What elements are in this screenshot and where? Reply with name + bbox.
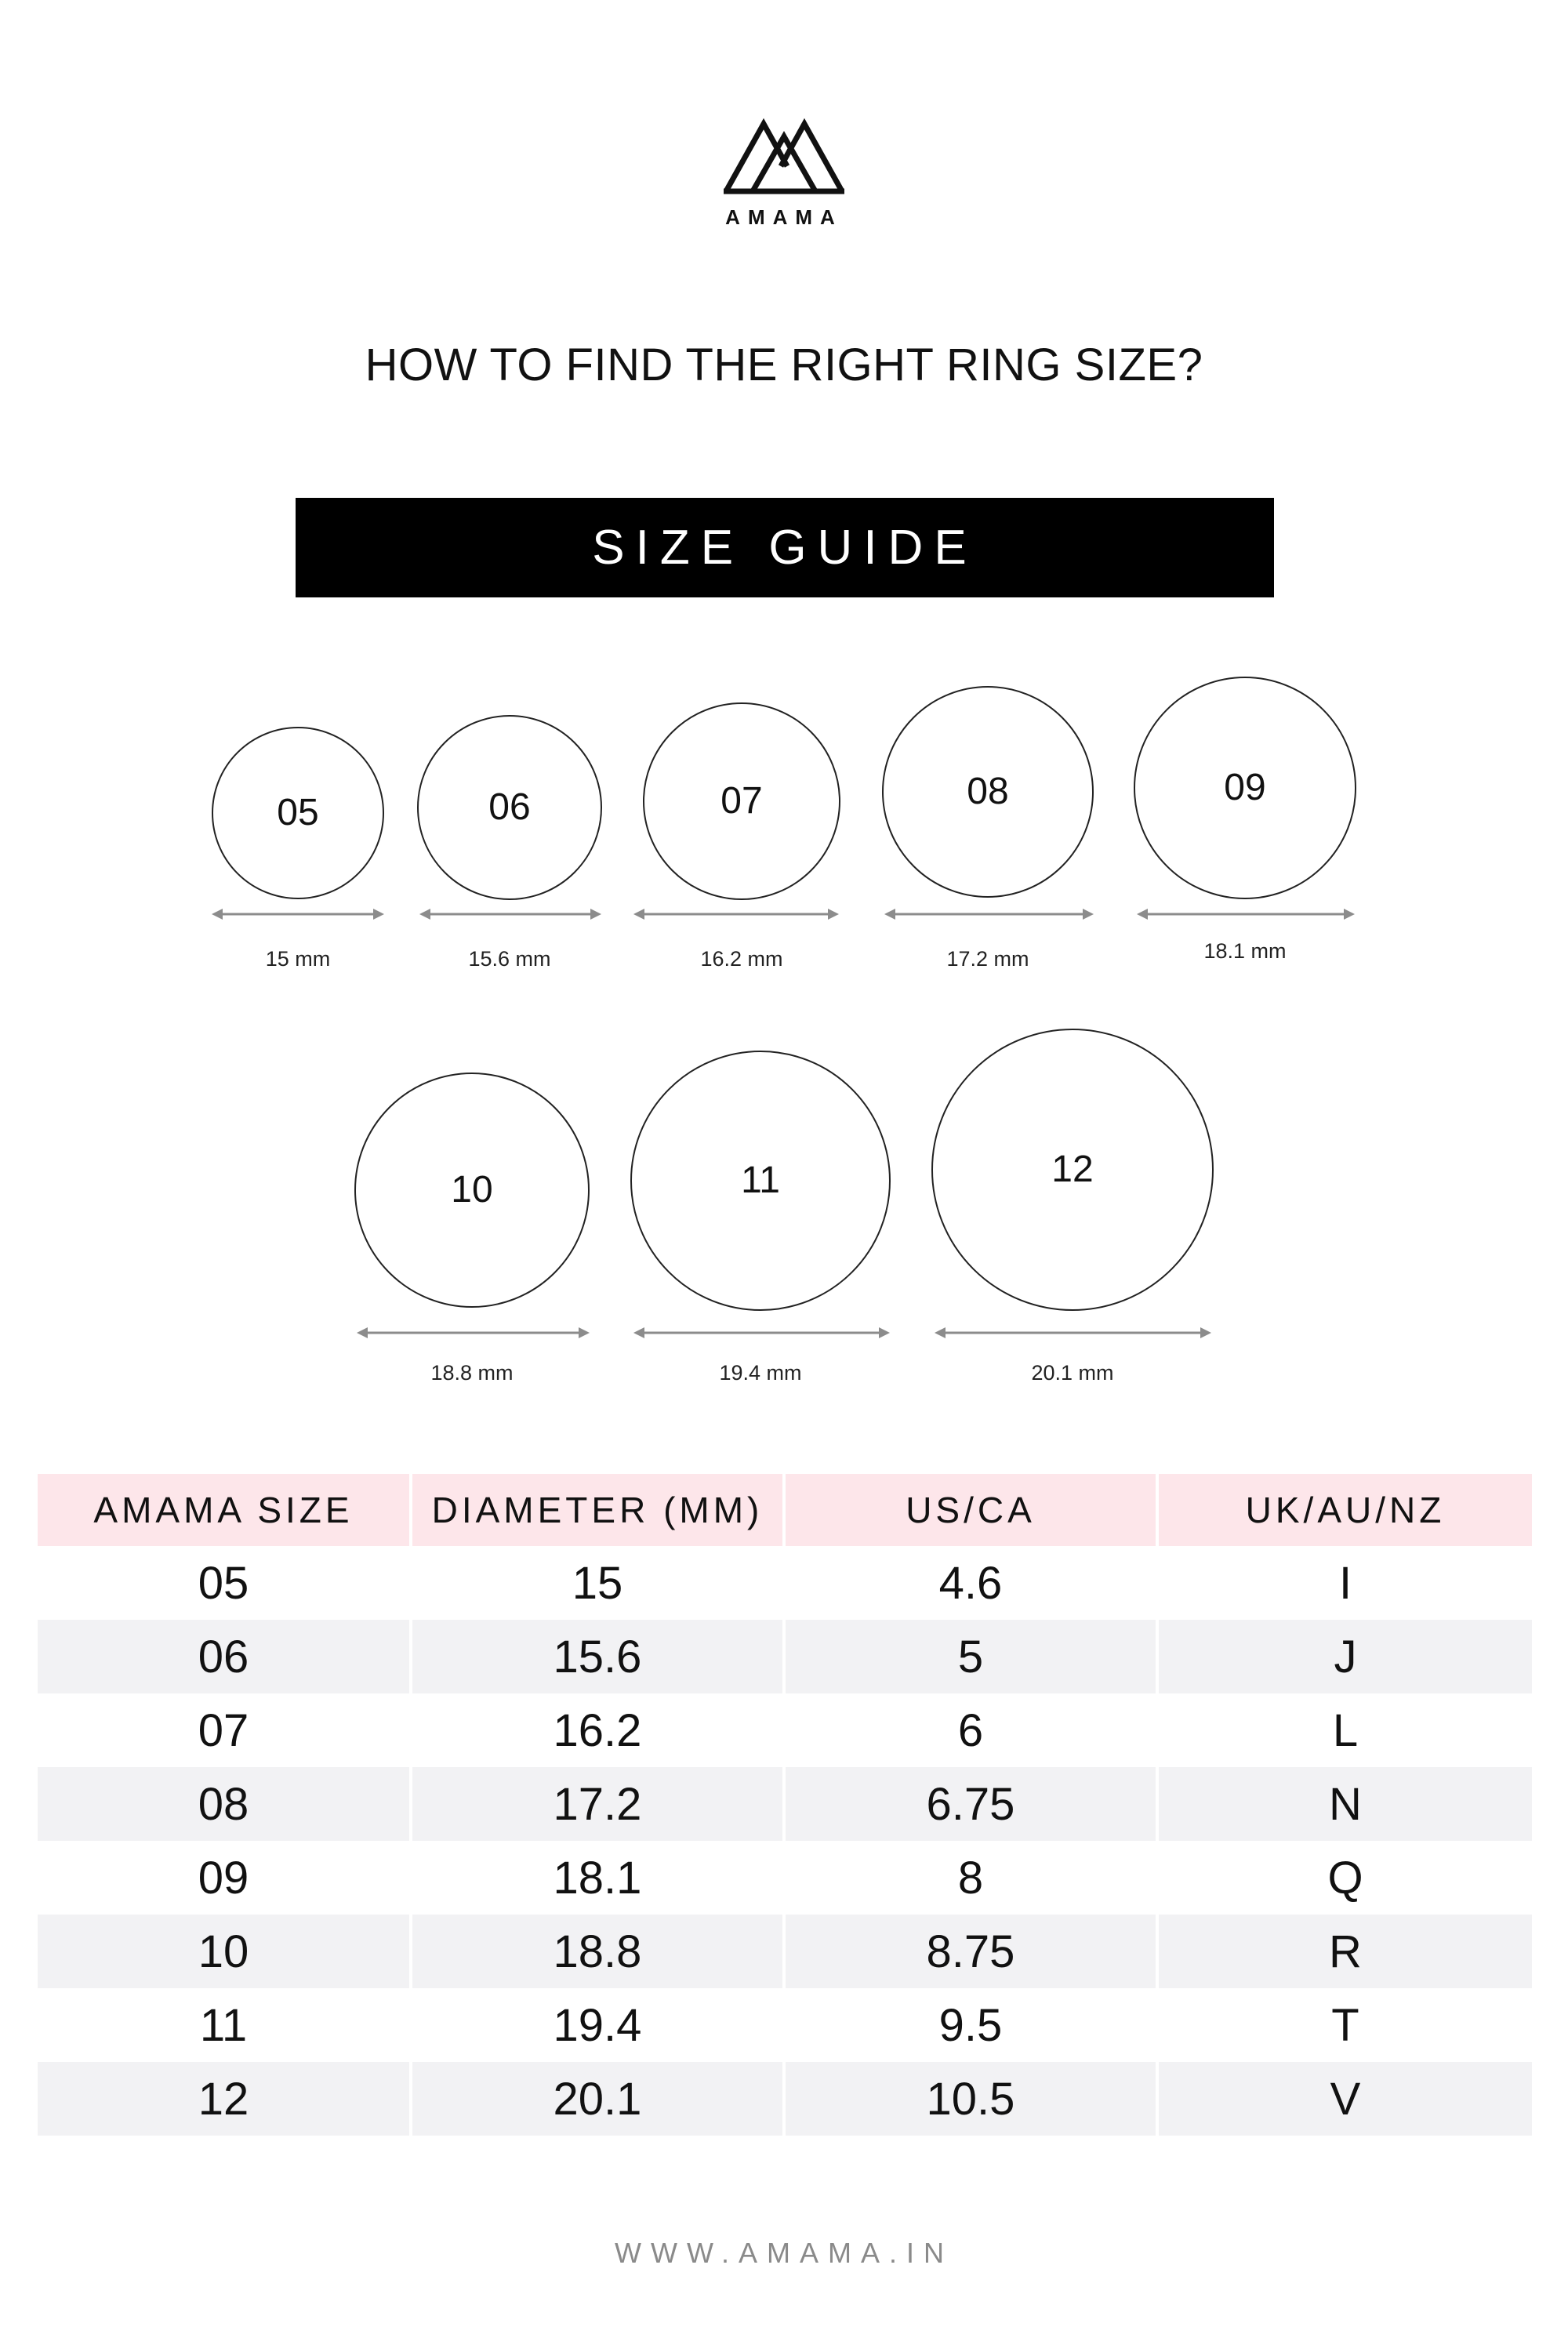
website-url: WWW.AMAMA.IN xyxy=(615,2237,953,2269)
arrow-head-right-icon xyxy=(579,1327,590,1338)
table-row xyxy=(38,2062,1532,2136)
banner-label: SIZE GUIDE xyxy=(592,521,978,575)
header-uk-au-nz: UK/AU/NZ xyxy=(1157,1474,1532,1546)
table-row xyxy=(38,1546,1532,1620)
arrow-head-right-icon xyxy=(1083,909,1094,920)
ring-diameter-label: 17.2 mm xyxy=(946,947,1029,971)
cell-uk-au-nz: L xyxy=(1157,1693,1532,1767)
ring-size-label: 10 xyxy=(451,1169,493,1210)
cell-us-ca: 6.75 xyxy=(784,1767,1157,1841)
arrow-head-right-icon xyxy=(828,909,839,920)
cell-amama-size: 12 xyxy=(38,2062,411,2136)
ring-size-label: 05 xyxy=(277,792,319,833)
arrow-head-left-icon xyxy=(419,909,430,920)
ring-size-label: 09 xyxy=(1224,767,1266,808)
ring-size-label: 06 xyxy=(488,786,531,828)
cell-us-ca: 6 xyxy=(784,1693,1157,1767)
arrow-head-left-icon xyxy=(357,1327,368,1338)
cell-amama-size: 07 xyxy=(38,1693,411,1767)
arrow-head-left-icon xyxy=(884,909,895,920)
cell-us-ca: 10.5 xyxy=(784,2062,1157,2136)
arrow-head-right-icon xyxy=(1344,909,1355,920)
cell-uk-au-nz: R xyxy=(1157,1915,1532,1988)
cell-diameter: 17.2 xyxy=(411,1767,784,1841)
table-row xyxy=(38,1767,1532,1841)
cell-us-ca: 8.75 xyxy=(784,1915,1157,1988)
table-row xyxy=(38,1988,1532,2062)
table-row xyxy=(38,1841,1532,1915)
header-diameter: DIAMETER (MM) xyxy=(411,1474,784,1546)
arrow-head-left-icon xyxy=(212,909,223,920)
ring-diameter-label: 20.1 mm xyxy=(1031,1361,1114,1385)
cell-uk-au-nz: V xyxy=(1157,2062,1532,2136)
ring-diameter-label: 18.8 mm xyxy=(430,1361,514,1385)
arrow-head-left-icon xyxy=(935,1327,946,1338)
cell-amama-size: 05 xyxy=(38,1546,411,1620)
cell-uk-au-nz: Q xyxy=(1157,1841,1532,1915)
header-us-ca: US/CA xyxy=(784,1474,1157,1546)
cell-diameter: 16.2 xyxy=(411,1693,784,1767)
brand-name: AMAMA xyxy=(725,205,843,229)
table-header-row xyxy=(38,1474,1532,1546)
size-guide-banner xyxy=(296,498,1274,597)
cell-amama-size: 10 xyxy=(38,1915,411,1988)
table-row xyxy=(38,1915,1532,1988)
ring-diameter-label: 18.1 mm xyxy=(1203,939,1287,963)
table-row xyxy=(38,1620,1532,1693)
ring-diameter-label: 16.2 mm xyxy=(700,947,783,971)
ring-diameter-label: 15 mm xyxy=(265,947,331,971)
ring-size-label: 12 xyxy=(1051,1149,1094,1190)
arrow-head-right-icon xyxy=(879,1327,890,1338)
ring-size-label: 07 xyxy=(720,780,763,822)
header-amama-size: AMAMA SIZE xyxy=(38,1474,411,1546)
cell-uk-au-nz: J xyxy=(1157,1620,1532,1693)
cell-amama-size: 11 xyxy=(38,1988,411,2062)
cell-uk-au-nz: T xyxy=(1157,1988,1532,2062)
ring-diameter-label: 19.4 mm xyxy=(719,1361,802,1385)
cell-diameter: 18.8 xyxy=(411,1915,784,1988)
arrow-head-left-icon xyxy=(1137,909,1148,920)
cell-amama-size: 08 xyxy=(38,1767,411,1841)
cell-diameter: 18.1 xyxy=(411,1841,784,1915)
ring-size-label: 11 xyxy=(741,1160,780,1201)
cell-diameter: 19.4 xyxy=(411,1988,784,2062)
cell-uk-au-nz: I xyxy=(1157,1546,1532,1620)
arrow-head-left-icon xyxy=(633,1327,644,1338)
cell-amama-size: 09 xyxy=(38,1841,411,1915)
cell-diameter: 15.6 xyxy=(411,1620,784,1693)
arrow-head-right-icon xyxy=(373,909,384,920)
ring-diameter-label: 15.6 mm xyxy=(468,947,551,971)
cell-us-ca: 9.5 xyxy=(784,1988,1157,2062)
arrow-head-left-icon xyxy=(633,909,644,920)
cell-uk-au-nz: N xyxy=(1157,1767,1532,1841)
cell-amama-size: 06 xyxy=(38,1620,411,1693)
table-row xyxy=(38,1693,1532,1767)
amama-mountain-logo-icon xyxy=(721,110,847,196)
cell-diameter: 20.1 xyxy=(411,2062,784,2136)
cell-us-ca: 4.6 xyxy=(784,1546,1157,1620)
cell-us-ca: 5 xyxy=(784,1620,1157,1693)
arrow-head-right-icon xyxy=(590,909,601,920)
page-title: HOW TO FIND THE RIGHT RING SIZE? xyxy=(365,339,1203,390)
ring-size-label: 08 xyxy=(967,771,1009,812)
arrow-head-right-icon xyxy=(1200,1327,1211,1338)
cell-us-ca: 8 xyxy=(784,1841,1157,1915)
size-chart-table xyxy=(38,1474,1532,2136)
cell-diameter: 15 xyxy=(411,1546,784,1620)
